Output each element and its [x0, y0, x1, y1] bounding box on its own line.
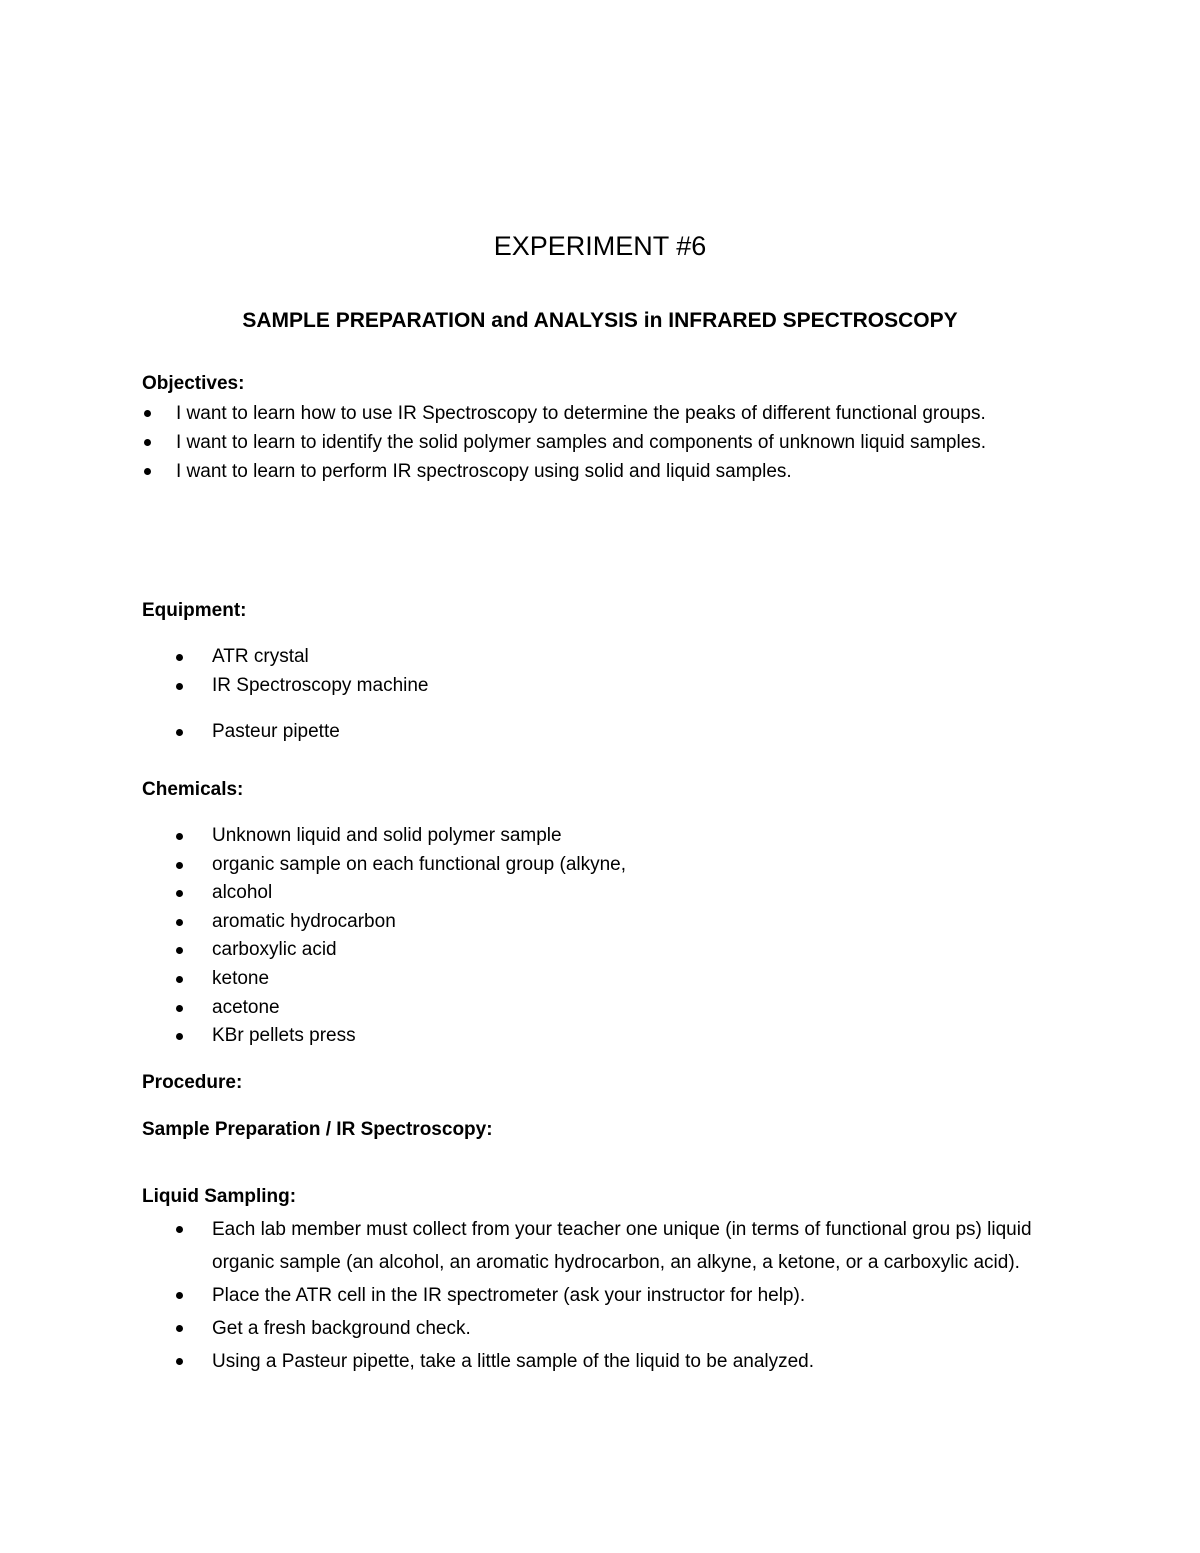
liquid-step-item: Using a Pasteur pipette, take a little sample of the liquid to be analyzed.	[212, 1345, 1072, 1378]
chemical-item: Unknown liquid and solid polymer sample	[212, 822, 1012, 851]
bullet-icon	[144, 410, 151, 417]
objective-item: I want to learn to identify the solid polymer samples and components of unknown liquid samples.	[176, 428, 1056, 457]
objective-item: I want to learn to perform IR spectroscopy using solid and liquid samples.	[176, 457, 1056, 486]
bullet-icon	[176, 890, 183, 897]
chemical-item: aromatic hydrocarbon	[212, 908, 1012, 937]
chemical-item: alcohol	[212, 879, 1012, 908]
bullet-icon	[176, 862, 183, 869]
procedure-subheading: Sample Preparation / IR Spectroscopy:	[142, 1119, 493, 1140]
chemical-item: KBr pellets press	[212, 1022, 1012, 1051]
bullet-icon	[176, 683, 183, 690]
equipment-list	[212, 643, 1012, 747]
chemicals-heading: Chemicals:	[142, 779, 244, 800]
objectives-list	[176, 399, 1056, 486]
bullet-icon	[144, 468, 151, 475]
objective-item: I want to learn how to use IR Spectroscopy to determine the peaks of different functional groups.	[176, 399, 1056, 428]
bullet-icon	[176, 1358, 183, 1365]
liquid-sampling-list	[212, 1213, 1072, 1378]
liquid-sampling-heading: Liquid Sampling:	[142, 1186, 297, 1207]
bullet-icon	[176, 1005, 183, 1012]
bullet-icon	[176, 947, 183, 954]
bullet-icon	[176, 729, 183, 736]
bullet-icon	[176, 976, 183, 983]
bullet-icon	[176, 919, 183, 926]
liquid-step-item: Place the ATR cell in the IR spectrometer (ask your instructor for help).	[212, 1279, 1072, 1312]
bullet-icon	[176, 1325, 183, 1332]
equipment-item: IR Spectroscopy machine	[212, 672, 1012, 701]
chemical-item: acetone	[212, 994, 1012, 1023]
chemical-item: organic sample on each functional group (alkyne,	[212, 851, 1012, 880]
bullet-icon	[176, 1292, 183, 1299]
bullet-icon	[144, 439, 151, 446]
bullet-icon	[176, 1033, 183, 1040]
bullet-icon	[176, 833, 183, 840]
equipment-heading: Equipment:	[142, 600, 247, 621]
equipment-item: Pasteur pipette	[212, 718, 1012, 747]
liquid-step-item: Get a fresh background check.	[212, 1312, 1072, 1345]
objectives-heading: Objectives:	[142, 373, 245, 394]
document-subtitle: SAMPLE PREPARATION and ANALYSIS in INFRARED SPECTROSCOPY	[242, 309, 958, 332]
document-title: EXPERIMENT #6	[493, 231, 707, 261]
liquid-step-item: Each lab member must collect from your teacher one unique (in terms of functional grou ps) liquid organic sample (an alcohol, an aromatic hydrocarbon, an alkyne, a ketone, or a carboxylic acid).	[212, 1213, 1072, 1279]
chemical-item: ketone	[212, 965, 1012, 994]
chemical-item: carboxylic acid	[212, 936, 1012, 965]
bullet-icon	[176, 1226, 183, 1233]
bullet-icon	[176, 654, 183, 661]
chemicals-list	[212, 822, 1012, 1051]
equipment-item: ATR crystal	[212, 643, 1012, 672]
procedure-heading: Procedure:	[142, 1072, 243, 1093]
